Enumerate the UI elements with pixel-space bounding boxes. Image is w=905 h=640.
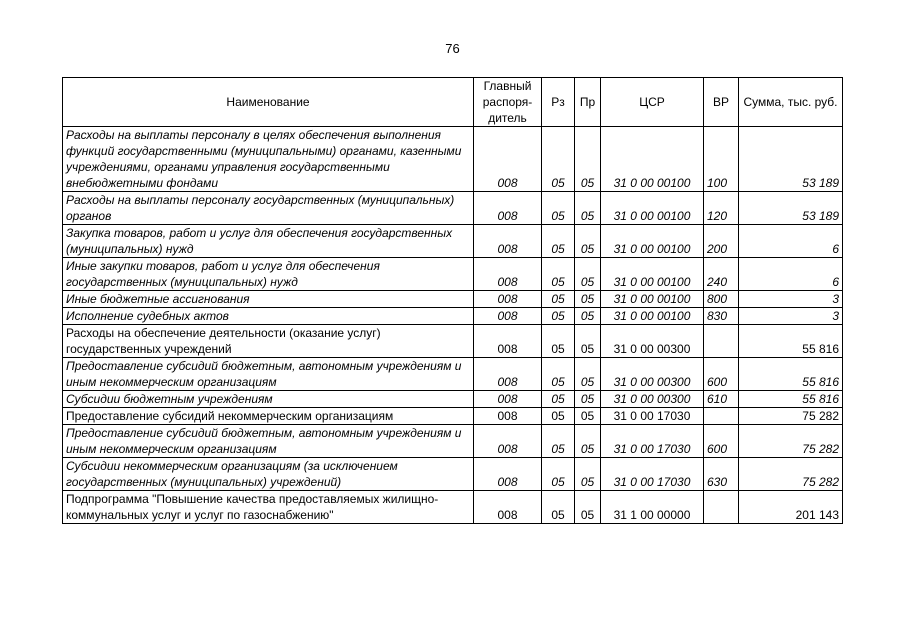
row-manager-code: 008 <box>474 425 542 458</box>
row-sum: 3 <box>739 308 843 325</box>
row-vr <box>704 491 739 524</box>
row-sum: 201 143 <box>739 491 843 524</box>
row-vr: 120 <box>704 192 739 225</box>
row-pr: 05 <box>575 308 601 325</box>
row-name: Предоставление субсидий бюджетным, автономным учреждениям и иным некоммерческим организациям <box>63 358 474 391</box>
row-name: Подпрограмма "Повышение качества предоставляемых жилищно-коммунальных услуг и услуг по газоснабжению" <box>63 491 474 524</box>
row-name: Иные бюджетные ассигнования <box>63 291 474 308</box>
row-csr: 31 0 00 00100 <box>601 225 704 258</box>
table-row <box>63 127 843 192</box>
table-row <box>63 325 843 358</box>
row-sum: 53 189 <box>739 127 843 192</box>
row-manager-code: 008 <box>474 358 542 391</box>
row-name: Иные закупки товаров, работ и услуг для обеспечения государственных (муниципальных) нужд <box>63 258 474 291</box>
row-rz: 05 <box>542 408 575 425</box>
row-name: Субсидии бюджетным учреждениям <box>63 391 474 408</box>
row-vr: 600 <box>704 425 739 458</box>
row-pr: 05 <box>575 408 601 425</box>
row-pr: 05 <box>575 325 601 358</box>
row-csr: 31 0 00 00100 <box>601 308 704 325</box>
row-manager-code: 008 <box>474 458 542 491</box>
row-rz: 05 <box>542 458 575 491</box>
row-manager-code: 008 <box>474 192 542 225</box>
row-rz: 05 <box>542 258 575 291</box>
row-name: Предоставление субсидий бюджетным, автономным учреждениям и иным некоммерческим организациям <box>63 425 474 458</box>
row-sum: 6 <box>739 258 843 291</box>
row-csr: 31 0 00 17030 <box>601 408 704 425</box>
row-name: Закупка товаров, работ и услуг для обеспечения государственных (муниципальных) нужд <box>63 225 474 258</box>
row-manager-code: 008 <box>474 225 542 258</box>
row-manager-code: 008 <box>474 325 542 358</box>
header-sum: Сумма, тыс. руб. <box>739 78 843 127</box>
row-manager-code: 008 <box>474 408 542 425</box>
row-vr <box>704 408 739 425</box>
row-rz: 05 <box>542 425 575 458</box>
row-manager-code: 008 <box>474 308 542 325</box>
row-vr: 800 <box>704 291 739 308</box>
row-manager-code: 008 <box>474 291 542 308</box>
row-manager-code: 008 <box>474 258 542 291</box>
table-row <box>63 308 843 325</box>
row-manager-code: 008 <box>474 391 542 408</box>
table-row <box>63 425 843 458</box>
row-rz: 05 <box>542 127 575 192</box>
row-pr: 05 <box>575 192 601 225</box>
row-csr: 31 0 00 00300 <box>601 358 704 391</box>
header-csr: ЦСР <box>601 78 704 127</box>
row-manager-code: 008 <box>474 491 542 524</box>
row-sum: 75 282 <box>739 425 843 458</box>
row-pr: 05 <box>575 425 601 458</box>
row-name: Предоставление субсидий некоммерческим организациям <box>63 408 474 425</box>
header-name: Наименование <box>63 78 474 127</box>
row-pr: 05 <box>575 458 601 491</box>
row-name: Расходы на обеспечение деятельности (оказание услуг) государственных учреждений <box>63 325 474 358</box>
header-manager: Главный распоря-дитель <box>474 78 542 127</box>
row-csr: 31 0 00 00100 <box>601 192 704 225</box>
row-name: Расходы на выплаты персоналу в целях обеспечения выполнения функций государственными (муниципальными) органами, казенными учреждениями, органами управления государственными внебюджетными фондами <box>63 127 474 192</box>
table-row <box>63 391 843 408</box>
table-row <box>63 458 843 491</box>
row-rz: 05 <box>542 358 575 391</box>
table-row <box>63 358 843 391</box>
row-pr: 05 <box>575 358 601 391</box>
row-pr: 05 <box>575 225 601 258</box>
row-vr: 610 <box>704 391 739 408</box>
row-csr: 31 0 00 17030 <box>601 425 704 458</box>
row-sum: 53 189 <box>739 192 843 225</box>
row-manager-code: 008 <box>474 127 542 192</box>
page-number: 76 <box>445 41 460 56</box>
row-rz: 05 <box>542 225 575 258</box>
row-sum: 6 <box>739 225 843 258</box>
row-sum: 75 282 <box>739 458 843 491</box>
row-rz: 05 <box>542 192 575 225</box>
row-rz: 05 <box>542 491 575 524</box>
row-vr <box>704 325 739 358</box>
row-csr: 31 0 00 00100 <box>601 291 704 308</box>
row-vr: 100 <box>704 127 739 192</box>
row-name: Субсидии некоммерческим организациям (за исключением государственных (муниципальных) учреждений) <box>63 458 474 491</box>
row-pr: 05 <box>575 258 601 291</box>
header-row <box>63 78 843 127</box>
row-vr: 240 <box>704 258 739 291</box>
table-row <box>63 291 843 308</box>
row-sum: 55 816 <box>739 358 843 391</box>
row-rz: 05 <box>542 308 575 325</box>
row-csr: 31 0 00 17030 <box>601 458 704 491</box>
row-sum: 3 <box>739 291 843 308</box>
row-rz: 05 <box>542 391 575 408</box>
row-csr: 31 0 00 00300 <box>601 391 704 408</box>
header-vr: ВР <box>704 78 739 127</box>
header-pr: Пр <box>575 78 601 127</box>
header-rz: Рз <box>542 78 575 127</box>
table-row <box>63 491 843 524</box>
row-vr: 600 <box>704 358 739 391</box>
row-pr: 05 <box>575 291 601 308</box>
row-vr: 200 <box>704 225 739 258</box>
row-sum: 75 282 <box>739 408 843 425</box>
table-row <box>63 258 843 291</box>
row-sum: 55 816 <box>739 391 843 408</box>
row-csr: 31 0 00 00100 <box>601 127 704 192</box>
row-rz: 05 <box>542 291 575 308</box>
row-csr: 31 1 00 00000 <box>601 491 704 524</box>
row-pr: 05 <box>575 391 601 408</box>
row-pr: 05 <box>575 491 601 524</box>
table-row <box>63 192 843 225</box>
budget-table <box>62 77 843 524</box>
row-csr: 31 0 00 00100 <box>601 258 704 291</box>
table-row <box>63 225 843 258</box>
row-csr: 31 0 00 00300 <box>601 325 704 358</box>
row-name: Исполнение судебных актов <box>63 308 474 325</box>
row-sum: 55 816 <box>739 325 843 358</box>
row-rz: 05 <box>542 325 575 358</box>
table-row <box>63 408 843 425</box>
row-vr: 830 <box>704 308 739 325</box>
row-name: Расходы на выплаты персоналу государственных (муниципальных) органов <box>63 192 474 225</box>
row-vr: 630 <box>704 458 739 491</box>
row-pr: 05 <box>575 127 601 192</box>
